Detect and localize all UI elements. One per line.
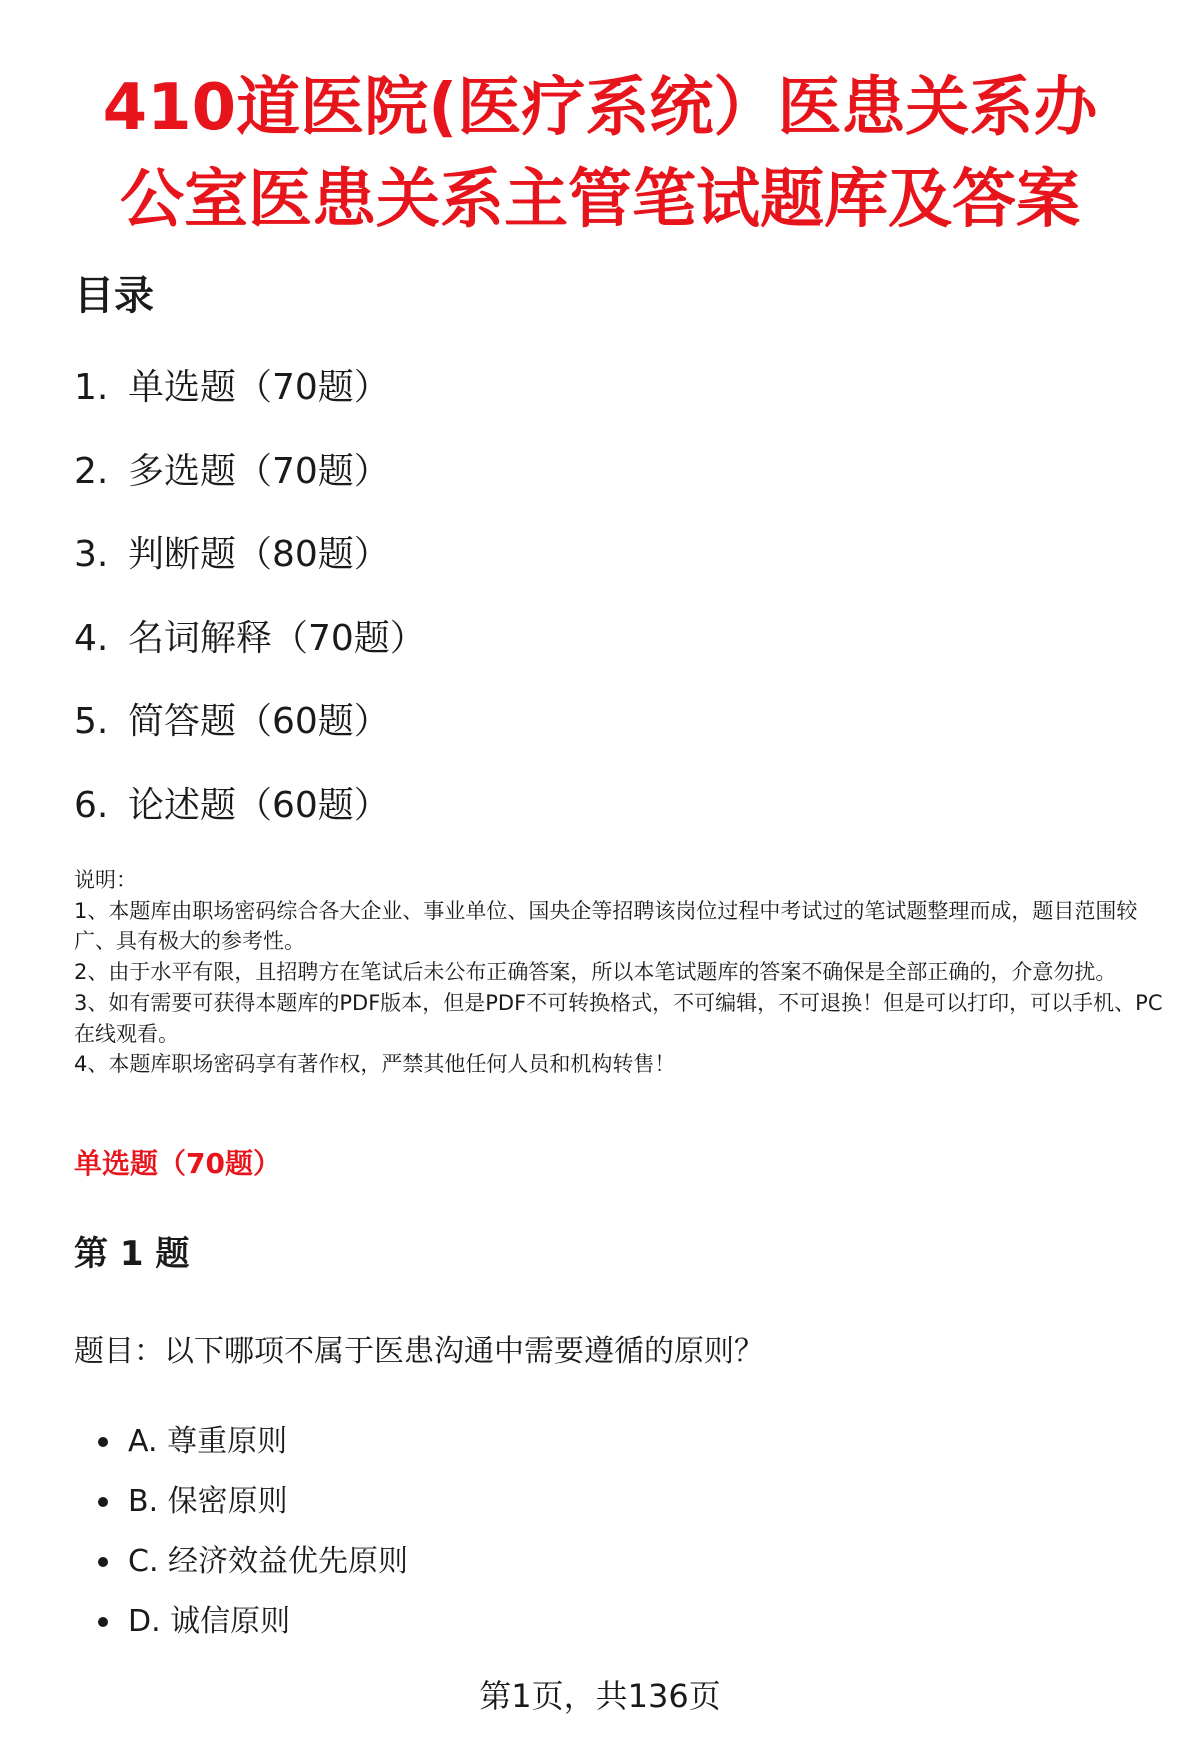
question-text: 题目：以下哪项不属于医患沟通中需要遵循的原则？	[74, 1334, 764, 1369]
table-of-contents	[74, 364, 426, 865]
page-footer: 第1页，共136页	[479, 1677, 721, 1715]
toc-item-number: 4.	[74, 617, 109, 659]
bullet-icon	[98, 1437, 108, 1447]
toc-item[interactable]	[74, 615, 426, 699]
toc-item-label: 单选题（70题）	[128, 367, 390, 408]
toc-item[interactable]	[74, 698, 426, 782]
toc-item[interactable]	[74, 531, 426, 615]
bullet-icon	[98, 1617, 108, 1627]
notes-line: 2、由于水平有限，且招聘方在笔试后未公布正确答案，所以本笔试题库的答案不确保是全部正确的，介意勿扰。	[74, 960, 1117, 985]
bullet-icon	[98, 1497, 108, 1507]
option-item	[98, 1422, 408, 1482]
option-label: D. 诚信原则	[128, 1604, 291, 1639]
notes-line: 4、本题库职场密码享有著作权，严禁其他任何人员和机构转售！	[74, 1052, 676, 1077]
toc-item-label: 判断题（80题）	[128, 534, 390, 575]
option-item	[98, 1602, 408, 1662]
notes-heading: 说明：	[74, 868, 137, 892]
toc-item-number: 3.	[74, 534, 109, 575]
toc-item-number: 6.	[74, 784, 109, 826]
answer-options	[98, 1422, 408, 1662]
option-label: A. 尊重原则	[128, 1424, 288, 1459]
toc-heading: 目录	[74, 273, 154, 319]
question-number: 第 1 题	[74, 1234, 190, 1274]
title-line-1: 410道医院(医疗系统）医患关系办	[102, 71, 1098, 145]
notes-line: 1、本题库由职场密码综合各大企业、事业单位、国央企等招聘该岗位过程中考试过的笔试题整理而成，题目范围较广、具有极大的参考性。	[74, 898, 1138, 954]
notes-line: 3、如有需要可获得本题库的PDF版本，但是PDF不可转换格式，不可编辑，不可退换！但是可以打印，可以手机、PC在线观看。	[74, 990, 1163, 1046]
option-item	[98, 1542, 408, 1602]
toc-item-number: 2.	[74, 450, 109, 492]
toc-item-number: 5.	[74, 701, 109, 742]
toc-item-number: 1.	[74, 367, 109, 408]
toc-item-label: 简答题（60题）	[128, 701, 390, 742]
title-line-2: 公室医患关系主管笔试题库及答案	[120, 163, 1080, 237]
toc-item-label: 多选题（70题）	[128, 450, 390, 492]
option-label: B. 保密原则	[128, 1484, 288, 1519]
notes-block	[74, 865, 1164, 1080]
section-heading: 单选题（70题）	[74, 1147, 281, 1180]
toc-item[interactable]	[74, 364, 426, 448]
toc-item[interactable]	[74, 448, 426, 532]
toc-item[interactable]	[74, 782, 426, 866]
toc-item-label: 论述题（60题）	[128, 784, 390, 826]
document-title	[40, 62, 1160, 246]
toc-item-label: 名词解释（70题）	[128, 617, 426, 659]
option-item	[98, 1482, 408, 1542]
option-label: C. 经济效益优先原则	[128, 1544, 409, 1579]
bullet-icon	[98, 1557, 108, 1567]
